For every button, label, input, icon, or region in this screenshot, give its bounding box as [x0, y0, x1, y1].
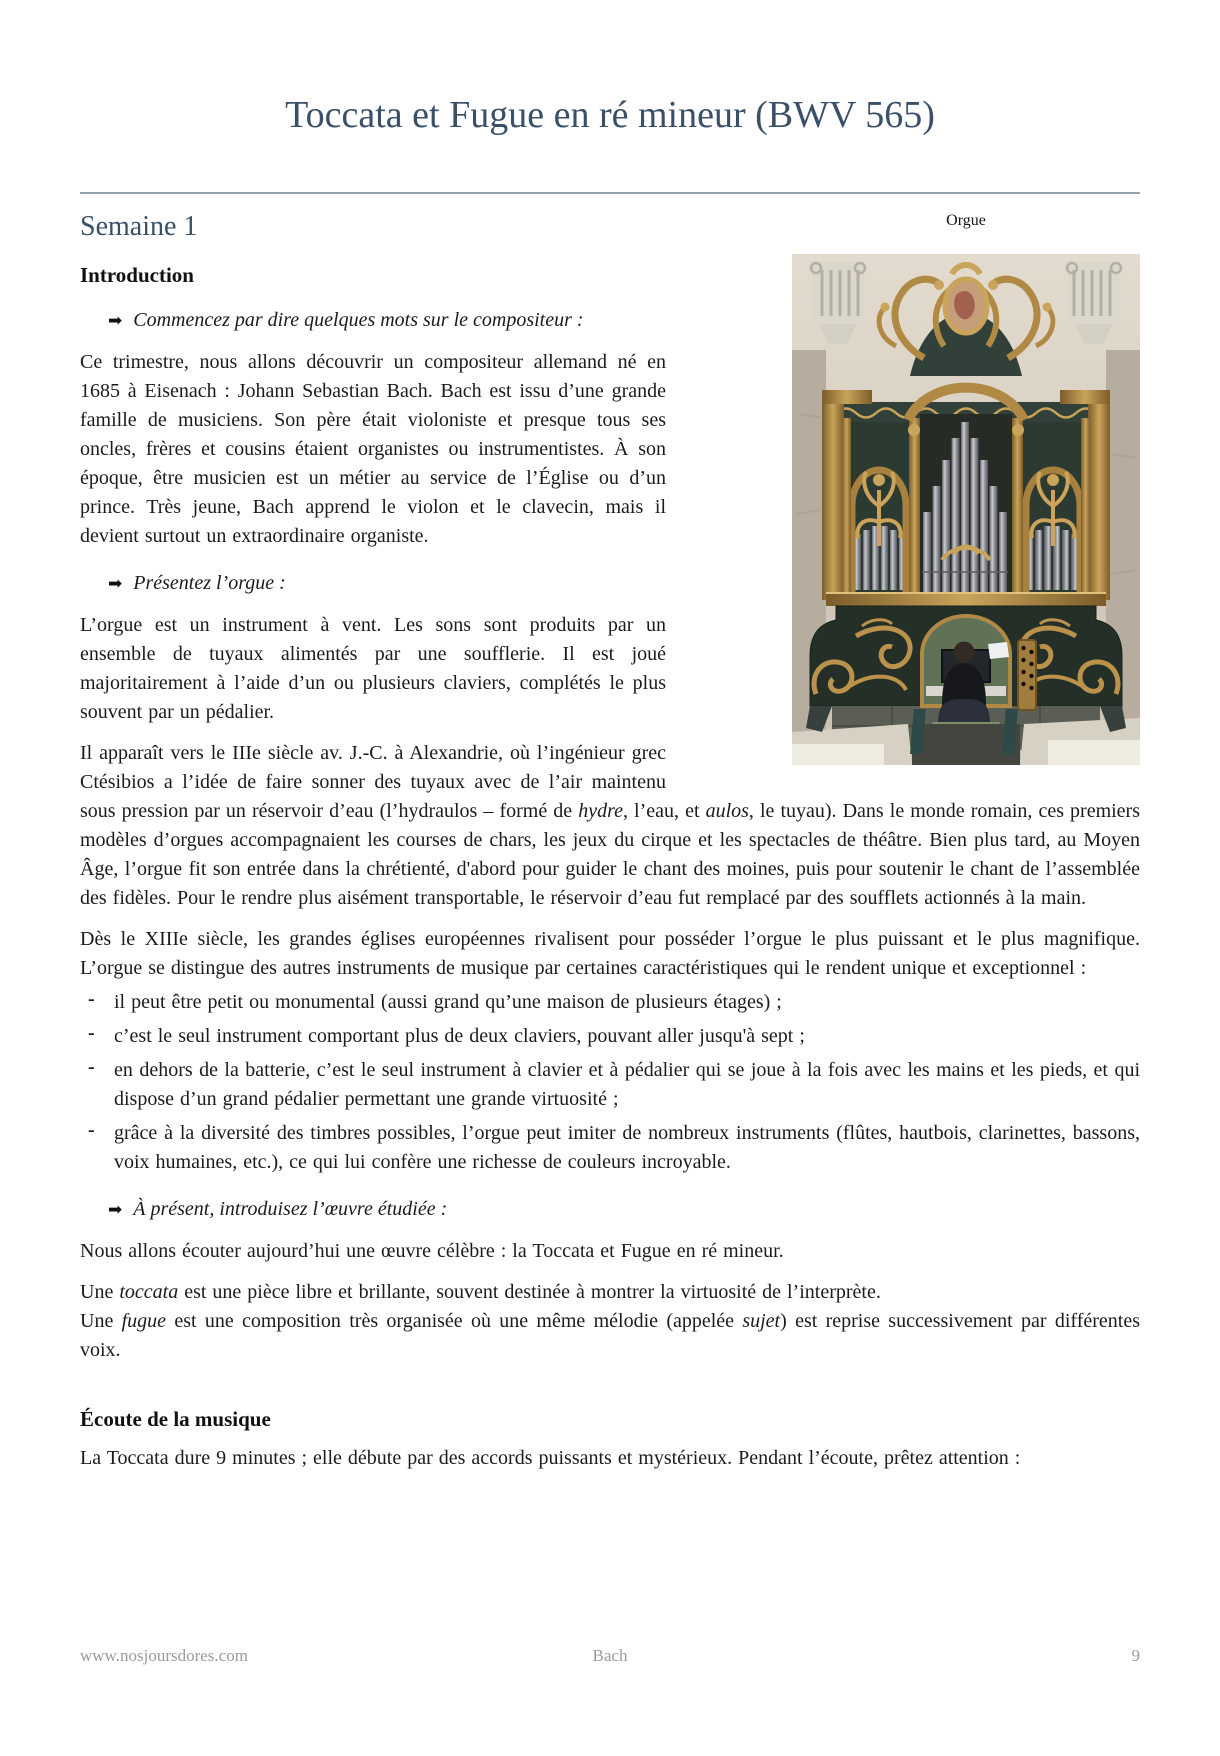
prompt-orgue-text: Présentez l’orgue : [133, 572, 286, 595]
arrow-icon: ➡ [108, 311, 123, 332]
list-item: - en dehors de la batterie, c’est le seul instrument à clavier et à pédalier qui se joue à la fois avec les mains et les pieds, et qui dispose d’un grand pédalier permettant une grande virtuosité ; [80, 1056, 1140, 1114]
paragraph-annonce: Nous allons écouter aujourd’hui une œuvre célèbre : la Toccata et Fugue en ré mineur. [80, 1240, 784, 1263]
paragraph-ecoute: La Toccata dure 9 minutes ; elle débute par des accords puissants et mystérieux. Pendant l’écoute, prêtez attention : [80, 1447, 1021, 1470]
page-footer [80, 1646, 1140, 1666]
dash-marker: - [88, 988, 95, 1011]
paragraph-definitions: Une toccata est une pièce libre et brillante, souvent destinée à montrer la virtuosité de l’interprète. Une fugue est une composition très organisée où une même mélodie (appelée sujet) est reprise successivement par différentes voix. [80, 1281, 1140, 1362]
page-content [80, 0, 1140, 1473]
list-item: - il peut être petit ou monumental (aussi grand qu’une maison de plusieurs étages) ; [80, 988, 1140, 1017]
list-item: - c’est le seul instrument comportant plus de deux claviers, pouvant aller jusqu'à sept ; [80, 1022, 1140, 1051]
title-divider [80, 192, 1140, 194]
italic-hydre: hydre [578, 800, 623, 823]
dash-marker: - [88, 1056, 95, 1079]
list-item: - grâce à la diversité des timbres possibles, l’orgue peut imiter de nombreux instruments (flûtes, hautbois, clarinettes, bassons, voix humaines, etc.), ce qui lui confère une richesse de couleurs incroyable. [80, 1119, 1140, 1177]
footer-document-name: Bach [592, 1646, 628, 1665]
characteristics-list [80, 988, 1140, 1177]
dash-marker: - [88, 1022, 95, 1045]
paragraph-eglises: Dès le XIIIe siècle, les grandes églises européennes rivalisent pour posséder l’orgue le plus puissant et le plus magnifique. L’orgue se distingue des autres instruments de musique par certaines caractéristiques qui le rendent unique et exceptionnel : [80, 928, 1140, 980]
italic-fugue: fugue [121, 1310, 167, 1333]
footer-page-number: 9 [1131, 1646, 1140, 1665]
page-title: Toccata et Fugue en ré mineur (BWV 565) [285, 94, 935, 136]
italic-sujet: sujet [742, 1310, 781, 1333]
dash-marker: - [88, 1119, 95, 1142]
prompt-oeuvre-text: À présent, introduisez l’œuvre étudiée : [133, 1198, 448, 1221]
paragraph-history: Il apparaît vers le IIIe siècle av. J.-C. à Alexandrie, où l’ingénieur grec Ctésibios a l’idée de faire sonner des tuyaux avec de l’air maintenu sous pression par un réservoir d’eau (l’hydraulos – formé de hydre, l’eau, et aulos, le tuyau). Dans le monde romain, ces premiers modèles d’orgues accompagnaient les courses de chars, les jeux du cirque et les spectacles de théâtre. Bien plus tard, au Moyen Âge, l’orgue fit son entrée dans la chrétienté, d'abord pour guider le chant des moines, puis pour soutenir le chant de l’assemblée des fidèles. Pour le rendre plus aisément transportable, le réservoir d’eau fut remplacé par des soufflets actionnés à la main. [80, 742, 1141, 910]
italic-aulos: aulos [705, 800, 749, 823]
italic-toccata: toccata [119, 1281, 179, 1304]
arrow-icon: ➡ [108, 574, 123, 595]
arrow-icon: ➡ [108, 1200, 123, 1221]
introduction-heading: Introduction [80, 263, 194, 288]
paragraph-bach: Ce trimestre, nous allons découvrir un compositeur allemand né en 1685 à Eisenach : Johann Sebastian Bach. Bach est issu d’une grande famille de musiciens. Son père était violoniste et presque tous ses oncles, frères et cousins étaient organistes ou instrumentistes. À son époque, être musicien est un métier au service de l’Église ou d’un prince. Très jeune, Bach apprend le violon et le clavecin, mais il devient surtout un extraordinaire organiste. [80, 351, 666, 548]
prompt-composer-text: Commencez par dire quelques mots sur le compositeur : [133, 309, 584, 332]
organ-photo [792, 254, 1140, 765]
ecoute-heading: Écoute de la musique [80, 1407, 271, 1432]
week-heading: Semaine 1 [80, 210, 198, 242]
prompt-oeuvre [80, 1195, 1140, 1225]
photo-caption: Orgue [946, 211, 986, 229]
paragraph-orgue: L’orgue est un instrument à vent. Les sons sont produits par un ensemble de tuyaux alimentés par une soufflerie. Il est joué majoritairement à l’aide d’un ou plusieurs claviers, complétés le plus souvent par un pédalier. [80, 614, 666, 724]
organ-figure [792, 210, 1140, 765]
footer-website: www.nosjoursdores.com [80, 1646, 248, 1665]
